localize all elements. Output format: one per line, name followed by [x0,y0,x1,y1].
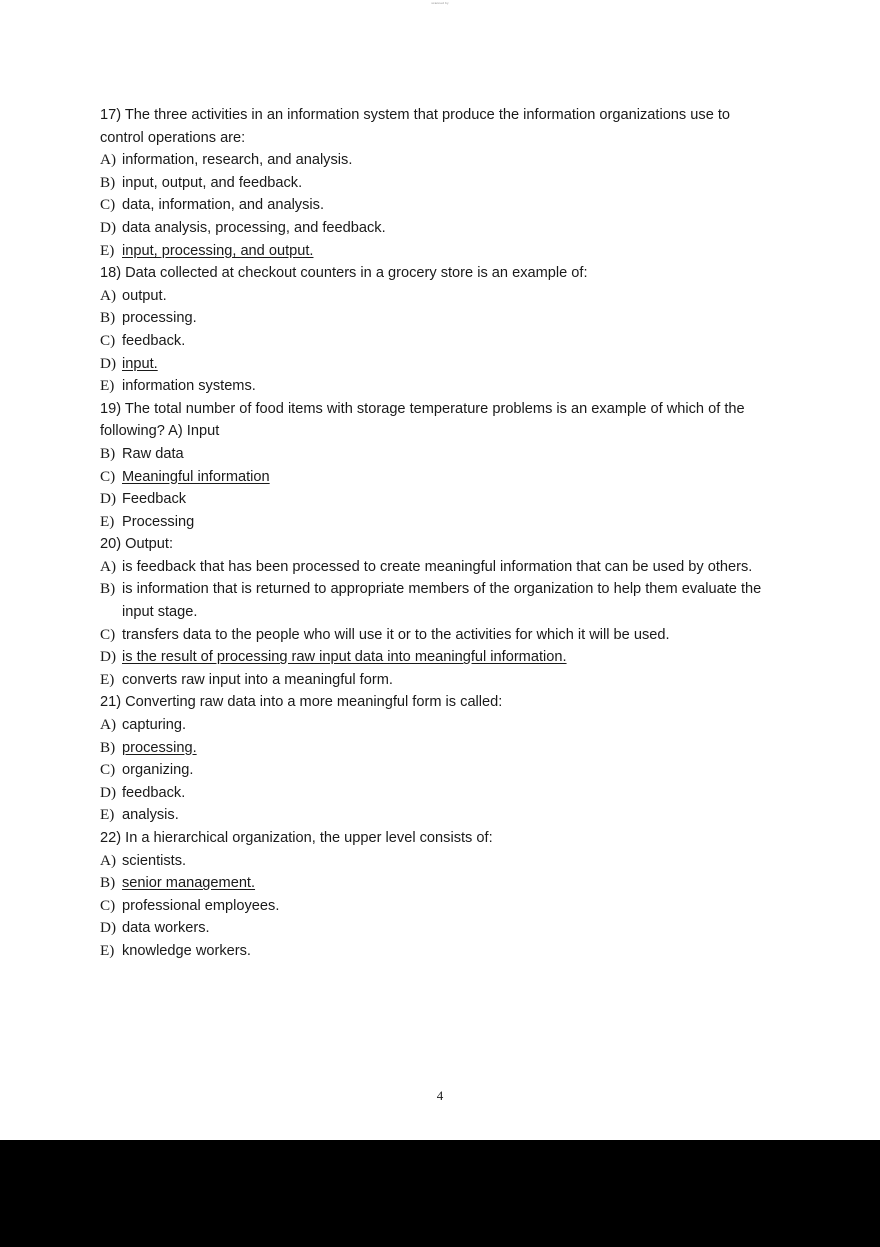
question-19-option-c[interactable] [100,466,776,489]
option-letter: D) [100,919,117,937]
option-text: Feedback [122,491,187,508]
option-letter: E) [100,377,115,395]
question-21-option-c[interactable] [100,759,776,782]
question-21-stem: 21) Converting raw data into a more meaningful form is called: [100,694,503,711]
question-19-option-e[interactable] [100,511,776,534]
option-text: input. [122,355,158,372]
option-text: data analysis, processing, and feedback. [122,219,386,236]
option-text: professional employees. [122,897,280,914]
option-text: processing. [122,310,197,327]
question-17-option-d[interactable] [100,217,776,240]
option-letter: D) [100,490,117,508]
option-letter: A) [100,716,117,734]
question-18-option-b[interactable] [100,307,776,330]
option-text: information systems. [122,378,256,395]
option-letter: E) [100,512,115,530]
document-body [100,104,776,963]
option-letter: C) [100,467,116,485]
option-letter: B) [100,173,116,191]
question-20-option-b[interactable] [100,578,776,623]
question-21-option-a[interactable] [100,714,776,737]
option-text: senior management. [122,875,256,892]
option-letter: D) [100,783,117,801]
option-text: is information that is returned to appropriate members of the organization to help them evaluate the input stage. [122,581,762,621]
question-22-stem: 22) In a hierarchical organization, the upper level consists of: [100,830,493,846]
option-letter: A) [100,286,117,304]
question-18-option-d[interactable] [100,353,776,376]
question-17-option-e[interactable] [100,240,776,263]
page-number: 4 [436,1088,444,1103]
option-text: data, information, and analysis. [122,197,324,214]
question-18-option-a[interactable] [100,285,776,308]
option-text: data workers. [122,920,210,937]
option-text: Processing [122,513,195,530]
question-20-option-a[interactable] [100,556,776,579]
page-header-mark: scanned by [431,1,449,5]
question-20-option-e[interactable] [100,669,776,692]
option-text: organizing. [122,762,194,779]
question-20-option-d[interactable] [100,646,776,669]
option-text: feedback. [122,332,186,349]
option-letter: E) [100,806,115,824]
option-text: input, processing, and output. [122,242,314,259]
question-19-stem: 19) The total number of food items with storage temperature problems is an example of which of the following? A) Input [100,400,749,440]
question-22-option-c[interactable] [100,895,776,918]
option-text: feedback. [122,784,186,801]
option-letter: E) [100,241,115,259]
question-22-option-a[interactable] [100,850,776,873]
question-20-stem: 20) Output: [100,536,174,553]
option-text: is feedback that has been processed to create meaningful information that can be used by others. [122,558,753,575]
question-17-option-a[interactable] [100,149,776,172]
option-text: information, research, and analysis. [122,152,353,169]
question-19-option-d[interactable] [100,488,776,511]
option-text: transfers data to the people who will use it or to the activities for which it will be used. [122,626,670,643]
question-19-option-b[interactable] [100,443,776,466]
question-22-option-b[interactable] [100,872,776,895]
option-text: Raw data [122,445,184,462]
option-text: capturing. [122,717,187,734]
option-letter: A) [100,557,117,575]
option-letter: B) [100,874,116,892]
option-letter: C) [100,896,116,914]
option-letter: D) [100,218,117,236]
option-text: is the result of processing raw input data into meaningful information. [122,649,567,666]
option-letter: D) [100,648,117,666]
option-letter: B) [100,580,116,598]
question-22-option-d[interactable] [100,917,776,940]
option-text: input, output, and feedback. [122,174,303,191]
option-letter: B) [100,309,116,327]
option-letter: B) [100,738,116,756]
option-text: output. [122,287,167,304]
option-letter: D) [100,354,117,372]
option-text: processing. [122,739,197,756]
option-text: knowledge workers. [122,942,251,959]
option-letter: E) [100,670,115,688]
question-21-option-e[interactable] [100,804,776,827]
question-21-option-b[interactable] [100,737,776,760]
question-21-option-d[interactable] [100,782,776,805]
option-letter: C) [100,196,116,214]
page-bottom-band [0,1140,880,1247]
option-text: analysis. [122,807,179,824]
option-text: scientists. [122,852,187,869]
question-17-stem: 17) The three activities in an information system that produce the information organizations use to control operations are: [100,107,735,146]
question-17-option-c[interactable] [100,194,776,217]
question-18-option-e[interactable] [100,375,776,398]
option-letter: B) [100,444,116,462]
option-letter: A) [100,851,117,869]
question-18-stem: 18) Data collected at checkout counters in a grocery store is an example of: [100,265,588,282]
question-17-option-b[interactable] [100,172,776,195]
option-letter: A) [100,151,117,169]
option-text: Meaningful information [122,468,270,485]
question-22-option-e[interactable] [100,940,776,963]
question-18-option-c[interactable] [100,330,776,353]
option-text: converts raw input into a meaningful form. [122,671,393,688]
option-letter: C) [100,331,116,349]
option-letter: C) [100,625,116,643]
option-letter: E) [100,941,115,959]
question-20-option-c[interactable] [100,624,776,647]
option-letter: C) [100,761,116,779]
